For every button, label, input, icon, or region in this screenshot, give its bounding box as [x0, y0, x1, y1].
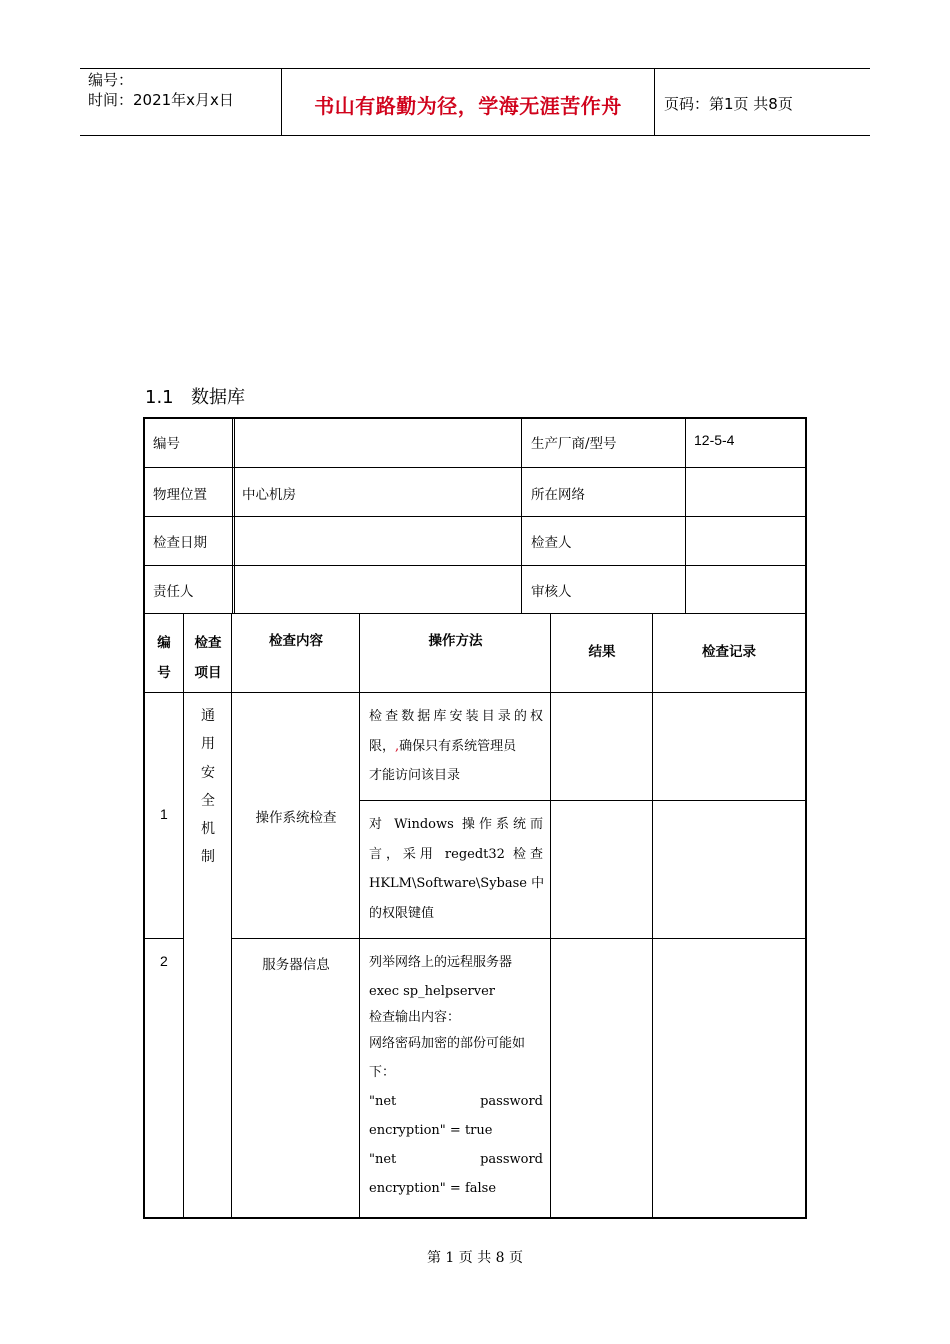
- row2-method-line9: encryption" = false: [369, 1181, 497, 1196]
- header-bottom-rule: [80, 135, 870, 136]
- info-label-network: 所在网络: [531, 487, 585, 503]
- header-content: 检查内容: [269, 633, 323, 649]
- rule-h6: [360, 800, 805, 801]
- category-char-2: 用: [201, 736, 215, 753]
- header-no-a: 编: [157, 635, 171, 651]
- info-label-serial: 编号: [153, 436, 180, 452]
- info-label-inspector: 检查人: [531, 535, 572, 551]
- category-char-4: 全: [201, 792, 215, 809]
- time-label: 时间：2021年x月x日: [88, 91, 234, 109]
- rule-h5: [145, 692, 805, 693]
- row1-method-1: [369, 702, 543, 791]
- info-value-location: 中心机房: [242, 487, 296, 503]
- row1-method-1-line3: 才能访问该目录: [369, 768, 461, 783]
- row1-no: 1: [160, 806, 168, 822]
- row2-method-line4: 网络密码加密的部份可能如: [369, 1036, 526, 1051]
- rule-v-method: [550, 613, 551, 1217]
- info-label-owner: 责任人: [153, 584, 194, 600]
- row1-method-1-line2: [369, 732, 543, 762]
- category-vertical-label: [198, 702, 218, 872]
- row1-method-2-line3: HKLM\Software\Sybase 中: [369, 876, 545, 891]
- rule-h7b: [231, 938, 805, 939]
- row2-no: 2: [160, 953, 168, 969]
- rule-v-info2: [521, 419, 522, 613]
- section-number: 1.1: [145, 387, 174, 408]
- rule-h7a: [145, 938, 183, 939]
- row2-method-line7: encryption" = true: [369, 1123, 493, 1138]
- header-method: 操作方法: [428, 633, 483, 649]
- row1-method-2-line1: 对 Windows 操作系统而: [369, 817, 543, 832]
- header-item-b: 项目: [194, 665, 222, 681]
- rule-v-info3: [685, 419, 686, 613]
- rule-h3: [145, 565, 805, 566]
- rule-v-result: [652, 613, 653, 1217]
- row1-method-1-line2-pre: 限，: [369, 738, 396, 754]
- category-char-5: 机: [201, 821, 215, 838]
- header-divider-right: [654, 69, 655, 136]
- row2-method-line1: 列举网络上的远程服务器: [369, 955, 513, 970]
- row2-method-line8a: "net: [369, 1152, 397, 1167]
- row1-method-1-line1: 检查数据库安装目录的权: [369, 709, 543, 724]
- row1-content: 操作系统检查: [255, 810, 337, 826]
- info-label-reviewer: 审核人: [531, 584, 572, 600]
- section-heading: [145, 383, 245, 409]
- row2-method-line6b: password: [480, 1094, 543, 1109]
- row1-method-2-line4: 的权限键值: [369, 905, 435, 921]
- header-no: [145, 628, 183, 688]
- info-label-location: 物理位置: [153, 487, 207, 503]
- category-char-3: 安: [201, 764, 215, 781]
- row2-method-line3: 检查输出内容：: [369, 1010, 461, 1025]
- serial-label: 编号：: [88, 71, 134, 89]
- header-record: 检查记录: [702, 644, 756, 660]
- rule-v-info1: [232, 419, 233, 613]
- rule-h1: [145, 467, 805, 468]
- info-label-date: 检查日期: [153, 535, 207, 551]
- row2-method-line8: [369, 1145, 543, 1174]
- row1-method-2: [369, 810, 543, 928]
- row2-content: 服务器信息: [262, 957, 330, 973]
- rule-h4: [145, 613, 805, 614]
- rule-v-no: [183, 613, 184, 1217]
- header-page-label: 页码：第1页 共8页: [664, 95, 793, 113]
- rule-v-content: [359, 613, 360, 1217]
- row1-method-2-line2: 言，采用 regedt32 检查: [369, 846, 543, 862]
- rule-v-item: [231, 613, 232, 1217]
- row2-method-line5: 下：: [369, 1065, 396, 1080]
- category-char-1: 通: [201, 708, 215, 724]
- row2-method: [369, 948, 543, 1203]
- rule-v-info1b: [234, 419, 235, 613]
- category-char-6: 制: [201, 849, 215, 866]
- row2-method-line6: [369, 1087, 543, 1116]
- header-top-rule: [80, 68, 870, 69]
- row2-method-line8b: password: [480, 1152, 543, 1167]
- header-no-b: 号: [157, 665, 171, 681]
- header-meta: [88, 70, 234, 110]
- row2-method-line6a: "net: [369, 1094, 397, 1109]
- page-footer: 第 1 页 共 8 页: [426, 1250, 524, 1266]
- info-label-vendor: 生产厂商/型号: [531, 436, 617, 452]
- header-item: [184, 628, 232, 688]
- row1-method-1-line2-post: 确保只有系统管理员: [399, 738, 517, 754]
- header-result: 结果: [588, 644, 616, 660]
- header-item-a: 检查: [194, 635, 222, 651]
- section-title: 数据库: [191, 387, 245, 408]
- info-value-vendor: 12-5-4: [694, 432, 735, 448]
- header-motto: 书山有路勤为径，学海无涯苦作舟: [314, 94, 622, 118]
- rule-h2: [145, 516, 805, 517]
- row1-method-1-line2-red: ,: [395, 738, 400, 754]
- row2-method-line2: exec sp_helpserver: [369, 984, 496, 999]
